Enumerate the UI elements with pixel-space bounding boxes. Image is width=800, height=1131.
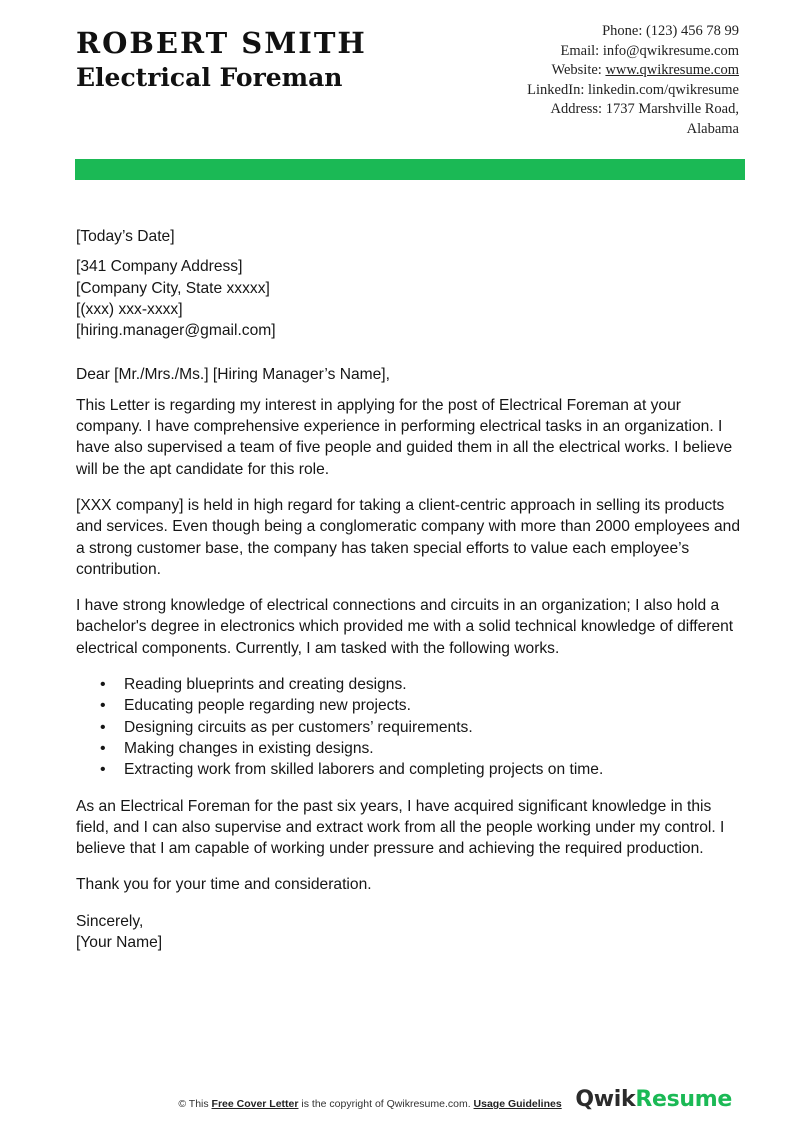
contact-block [527,22,739,139]
applicant-name: ROBERT SMITH [76,26,367,60]
letter-body [76,226,744,953]
letter-date: [Today’s Date] [76,228,175,245]
recipient-address: [341 Company Address] [76,258,243,276]
website-link[interactable]: www.qwikresume.com [605,62,739,78]
list-item: • Making changes in existing designs. [124,738,744,759]
contact-address-line2: Alabama [686,120,739,137]
paragraph-3: I have strong knowledge of electrical connections and circuits in an organization; I also hold a bachelor's degree in electronics which provided me with a solid technical knowledge of different electrical components. Currently, I am tasked with the following works. [76,597,734,657]
closing: Sincerely, [76,912,144,930]
salutation: Dear [Mr./Mrs./Ms.] [Hiring Manager’s Name], [76,366,390,384]
copyright-prefix: © This [178,1098,212,1110]
contact-address-line1: Address: 1737 Marshville Road, [550,101,739,117]
signature: [Your Name] [76,934,163,952]
recipient-phone: [(xxx) xxx-xxxx] [76,300,183,318]
paragraph-1: This Letter is regarding my interest in applying for the post of Electrical Foreman at your company. I have comprehensive experience in performing electrical tasks in an organization. I have also supervised a team of five people and guided them in all the electrical works. I believe will be the apt candidate for this role. [76,396,733,478]
paragraph-4: As an Electrical Foreman for the past six years, I have acquired significant knowledge in this field, and I can also supervise and extract work from all the people working under my control. I believe that I am capable of working under pressure and achieving the required production. [76,797,725,858]
paragraph-5: Thank you for your time and consideration. [76,876,372,894]
logo-part-resume: Resume [635,1087,732,1112]
recipient-email: [hiring.manager@gmail.com] [76,322,276,340]
paragraph-2: [XXX company] is held in high regard for taking a client-centric approach in selling its products and services. Even though being a conglomeratic company with more than 2000 employees and a strong customer base, the company has taken special efforts to value each employee’s contribution. [76,496,740,578]
contact-linkedin: LinkedIn: linkedin.com/qwikresume [527,81,739,98]
copyright-middle: is the copyright of Qwikresume.com. [298,1098,474,1110]
logo-part-qwik: Qwik [575,1087,636,1112]
header-divider-bar [75,159,745,180]
recipient-city: [Company City, State xxxxx] [76,279,270,297]
works-list [76,674,744,780]
job-title: Electrical Foreman [76,63,343,92]
contact-website [527,61,739,81]
list-item: • Reading blueprints and creating designs. [124,674,744,695]
free-cover-letter-link[interactable]: Free Cover Letter [211,1098,299,1110]
list-item: • Designing circuits as per customers’ requirements. [124,717,744,738]
contact-phone: Phone: (123) 456 78 99 [602,23,739,39]
contact-email: Email: info@qwikresume.com [560,42,739,59]
list-item: • Extracting work from skilled laborers and completing projects on time. [124,759,744,780]
website-label: Website: [551,62,606,78]
list-item: • Educating people regarding new projects. [124,695,744,716]
qwikresume-logo [575,1087,732,1112]
usage-guidelines-link[interactable]: Usage Guidelines [473,1098,562,1110]
